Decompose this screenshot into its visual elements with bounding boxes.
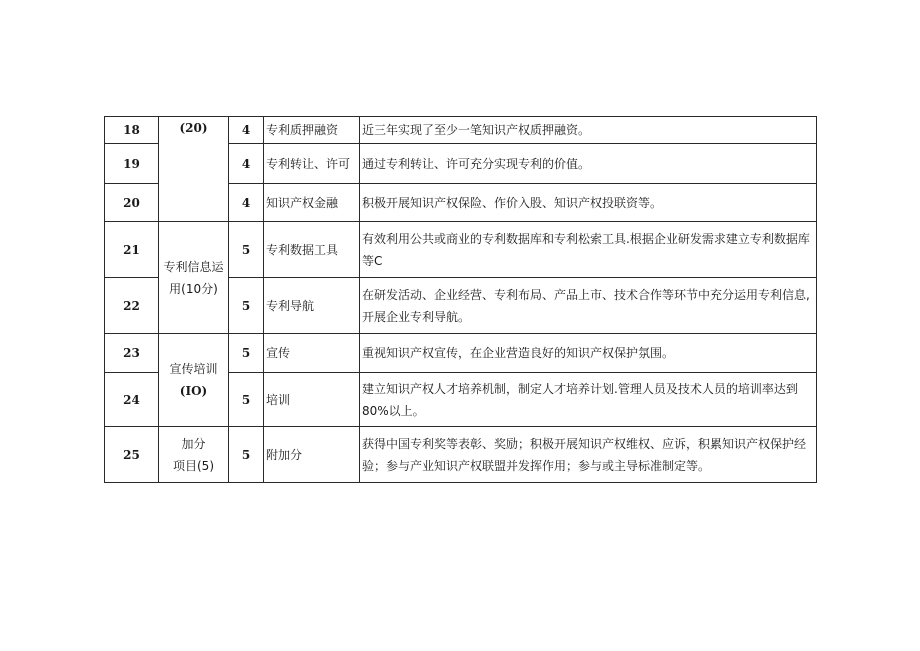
row-number: 24 [105, 373, 159, 427]
table-row [105, 334, 817, 373]
category-cell-finance [159, 117, 229, 222]
item-name: 专利质押融资 [264, 117, 360, 144]
item-score: 5 [229, 427, 264, 483]
row-number: 20 [105, 184, 159, 222]
item-name: 专利导航 [264, 278, 360, 334]
category-cell-training [159, 334, 229, 427]
item-score: 5 [229, 278, 264, 334]
row-number: 21 [105, 222, 159, 278]
item-name: 专利转让、许可 [264, 144, 360, 184]
category-score: (20) [179, 121, 208, 135]
table-row [105, 117, 817, 144]
category-cell-info [159, 222, 229, 334]
item-description: 重视知识产权宣传，在企业营造良好的知识产权保护氛围。 [360, 334, 817, 373]
row-number: 18 [105, 117, 159, 144]
item-name: 附加分 [264, 427, 360, 483]
item-name: 培训 [264, 373, 360, 427]
item-score: 4 [229, 144, 264, 184]
item-description: 在研发活动、企业经营、专利布局、产品上市、技术合作等环节中充分运用专利信息,开展企业专利导航。 [360, 278, 817, 334]
item-name: 宣传 [264, 334, 360, 373]
row-number: 23 [105, 334, 159, 373]
item-description: 建立知识产权人才培养机制，制定人才培养计划.管理人员及技术人员的培训率达到80%以上。 [360, 373, 817, 427]
item-score: 4 [229, 117, 264, 144]
item-score: 5 [229, 222, 264, 278]
item-score: 5 [229, 373, 264, 427]
evaluation-table [104, 116, 817, 483]
item-name: 知识产权金融 [264, 184, 360, 222]
item-score: 4 [229, 184, 264, 222]
category-score: (IO) [179, 384, 208, 398]
item-description: 获得中国专利奖等表彰、奖励；积极开展知识产权维权、应诉，积累知识产权保护经验；参与产业知识产权联盟并发挥作用；参与或主导标准制定等。 [360, 427, 817, 483]
category-name: 专利信息运 [163, 259, 224, 274]
item-score: 5 [229, 334, 264, 373]
row-number: 25 [105, 427, 159, 483]
category-score: 用(10分) [169, 281, 218, 296]
row-number: 22 [105, 278, 159, 334]
category-score: 项目(5) [173, 458, 214, 473]
item-description: 通过专利转让、许可充分实现专利的价值。 [360, 144, 817, 184]
category-name: 宣传培训 [169, 362, 218, 376]
item-description: 积极开展知识产权保险、作价入股、知识产权投联资等。 [360, 184, 817, 222]
item-name: 专利数据工具 [264, 222, 360, 278]
category-name: 加分 [181, 436, 206, 451]
row-number: 19 [105, 144, 159, 184]
table-row [105, 427, 817, 483]
item-description: 有效利用公共或商业的专利数据库和专利松索工具.根据企业研发需求建立专利数据库等C [360, 222, 817, 278]
table-row [105, 222, 817, 278]
category-cell-bonus [159, 427, 229, 483]
item-description: 近三年实现了至少一笔知识产权质押融资。 [360, 117, 817, 144]
